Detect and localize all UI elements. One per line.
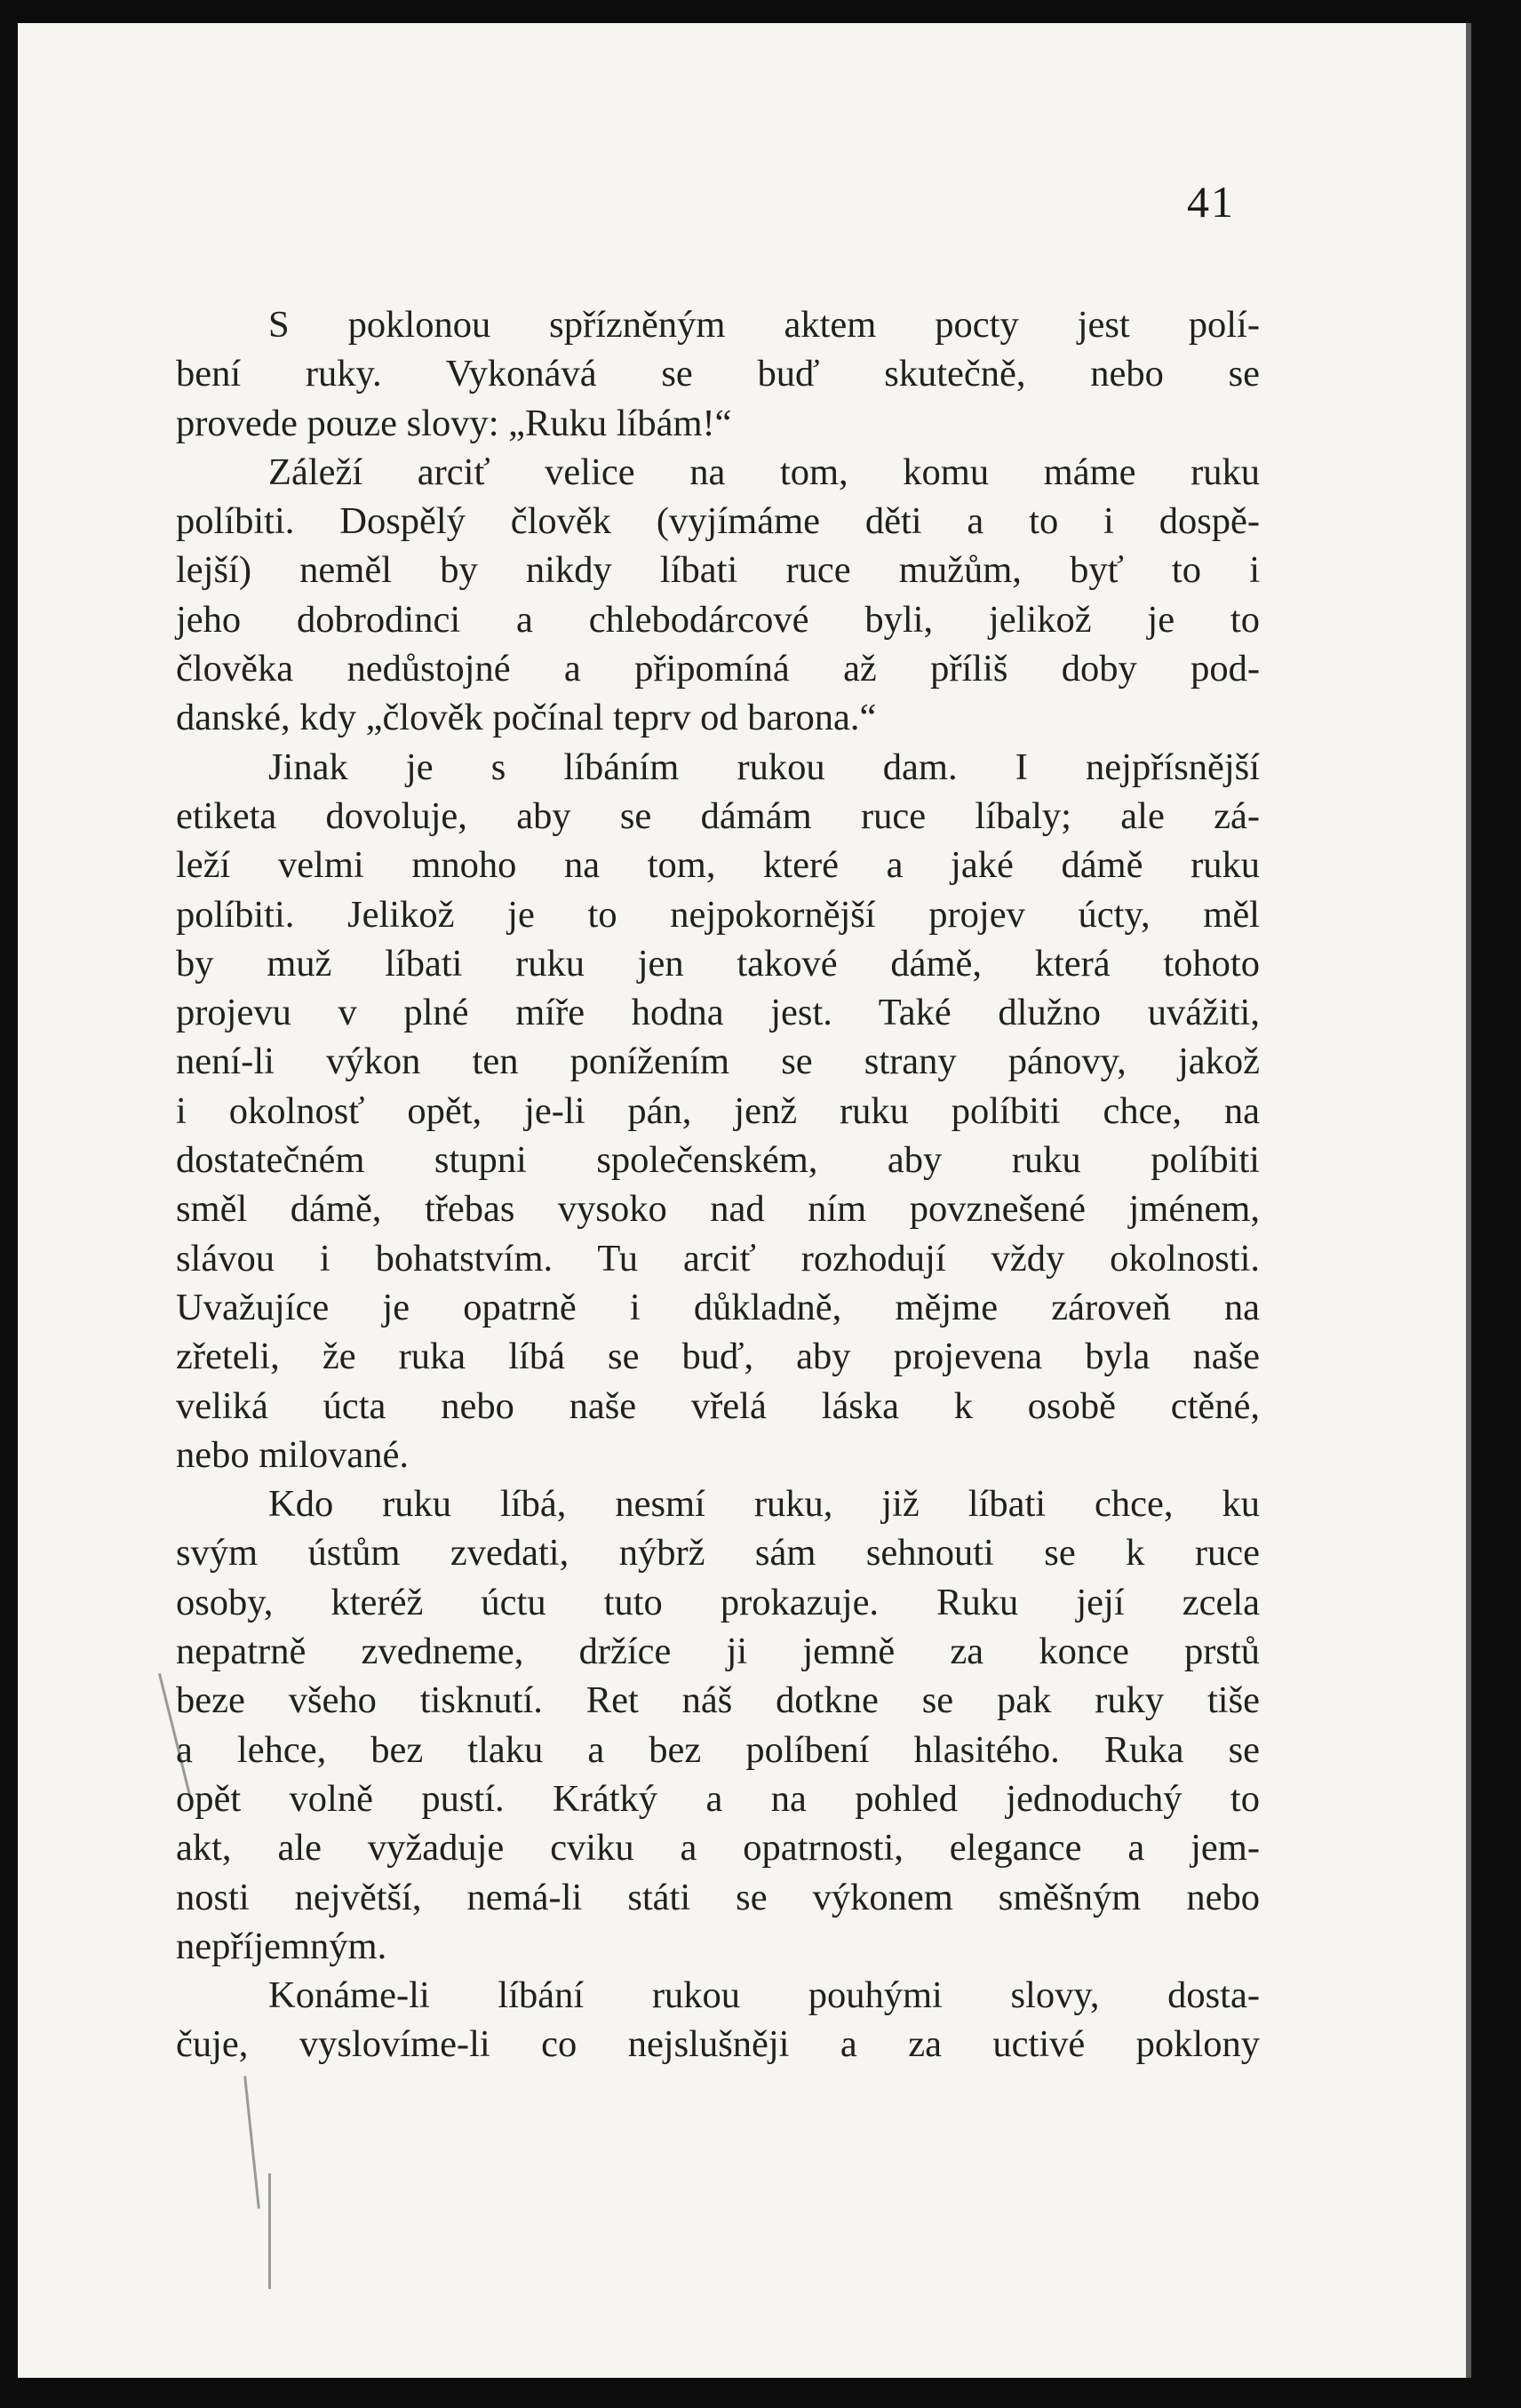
text-line: není-li výkon ten ponížením se strany pánovy, jakož [176, 1041, 1260, 1083]
text-line: i okolnosť opět, je-li pán, jenž ruku políbiti chce, na [176, 1089, 1260, 1132]
text-line: nebo milované. [176, 1433, 410, 1476]
margin-pencil-mark [268, 2173, 271, 2289]
body-text [176, 300, 1260, 2069]
text-line: svým ústům zvedati, nýbrž sám sehnouti se k ruce [176, 1532, 1260, 1575]
text-line: beze všeho tisknutí. Ret náš dotkne se pak ruky tiše [176, 1679, 1260, 1722]
text-line: Uvažujíce je opatrně i důkladně, mějme zároveň na [176, 1286, 1260, 1328]
text-line: akt, ale vyžaduje cviku a opatrnosti, elegance a jem- [176, 1827, 1260, 1870]
text-line: políbiti. Dospělý člověk (vyjímáme děti a to i dospě- [176, 500, 1260, 543]
text-line: směl dámě, třebas vysoko nad ním povznešené jménem, [176, 1188, 1260, 1231]
text-line: nosti největší, nemá-li státi se výkonem směšným nebo [176, 1876, 1260, 1918]
text-line: by muž líbati ruku jen takové dámě, která tohoto [176, 942, 1260, 985]
text-line: jeho dobrodinci a chlebodárcové byli, jelikož je to [176, 598, 1260, 641]
margin-pencil-mark [243, 2076, 260, 2208]
text-line: danské, kdy „člověk počínal teprv od barona.“ [176, 697, 877, 739]
text-line: Kdo ruku líbá, nesmí ruku, již líbati chce, ku [268, 1483, 1260, 1526]
text-line: dostatečném stupni společenském, aby ruku políbiti [176, 1139, 1260, 1182]
text-line: etiketa dovoluje, aby se dámám ruce líbaly; ale zá- [176, 794, 1260, 837]
text-line: nepříjemným. [176, 1925, 387, 1967]
text-line: Jinak je s líbáním rukou dam. I nejpřísnější [268, 746, 1260, 788]
text-line: bení ruky. Vykonává se buď skutečně, nebo se [176, 353, 1260, 395]
text-line: nepatrně zvedneme, držíce ji jemně za konce prstů [176, 1631, 1260, 1673]
text-line: osoby, kteréž úctu tuto prokazuje. Ruku její zcela [176, 1581, 1260, 1623]
text-line: člověka nedůstojné a připomíná až příliš doby pod- [176, 648, 1260, 690]
text-line: slávou i bohatstvím. Tu arciť rozhodují vždy okolnosti. [176, 1237, 1260, 1280]
text-line: S poklonou spřízněným aktem pocty jest polí- [268, 304, 1260, 346]
text-line: políbiti. Jelikož je to nejpokornější projev úcty, měl [176, 893, 1260, 936]
page-number: 41 [1187, 177, 1235, 227]
text-line: veliká úcta nebo naše vřelá láska k osobě ctěné, [176, 1384, 1260, 1427]
text-line: opět volně pustí. Krátký a na pohled jednoduchý to [176, 1777, 1260, 1820]
text-line: čuje, vyslovíme-li co nejslušněji a za uctivé poklony [176, 2023, 1260, 2066]
text-line: zřeteli, že ruka líbá se buď, aby projevena byla naše [176, 1336, 1260, 1378]
text-line: Konáme-li líbání rukou pouhými slovy, dosta- [268, 1974, 1260, 2017]
text-line: Záleží arciť velice na tom, komu máme ruku [268, 451, 1260, 493]
text-line: projevu v plné míře hodna jest. Také dlužno uvážiti, [176, 992, 1260, 1034]
text-line: lejší) neměl by nikdy líbati ruce mužům, byť to i [176, 549, 1260, 592]
text-line: provede pouze slovy: „Ruku líbám!“ [176, 402, 732, 444]
text-line: a lehce, bez tlaku a bez políbení hlasitého. Ruka se [176, 1728, 1260, 1771]
text-line: leží velmi mnoho na tom, které a jaké dámě ruku [176, 844, 1260, 887]
